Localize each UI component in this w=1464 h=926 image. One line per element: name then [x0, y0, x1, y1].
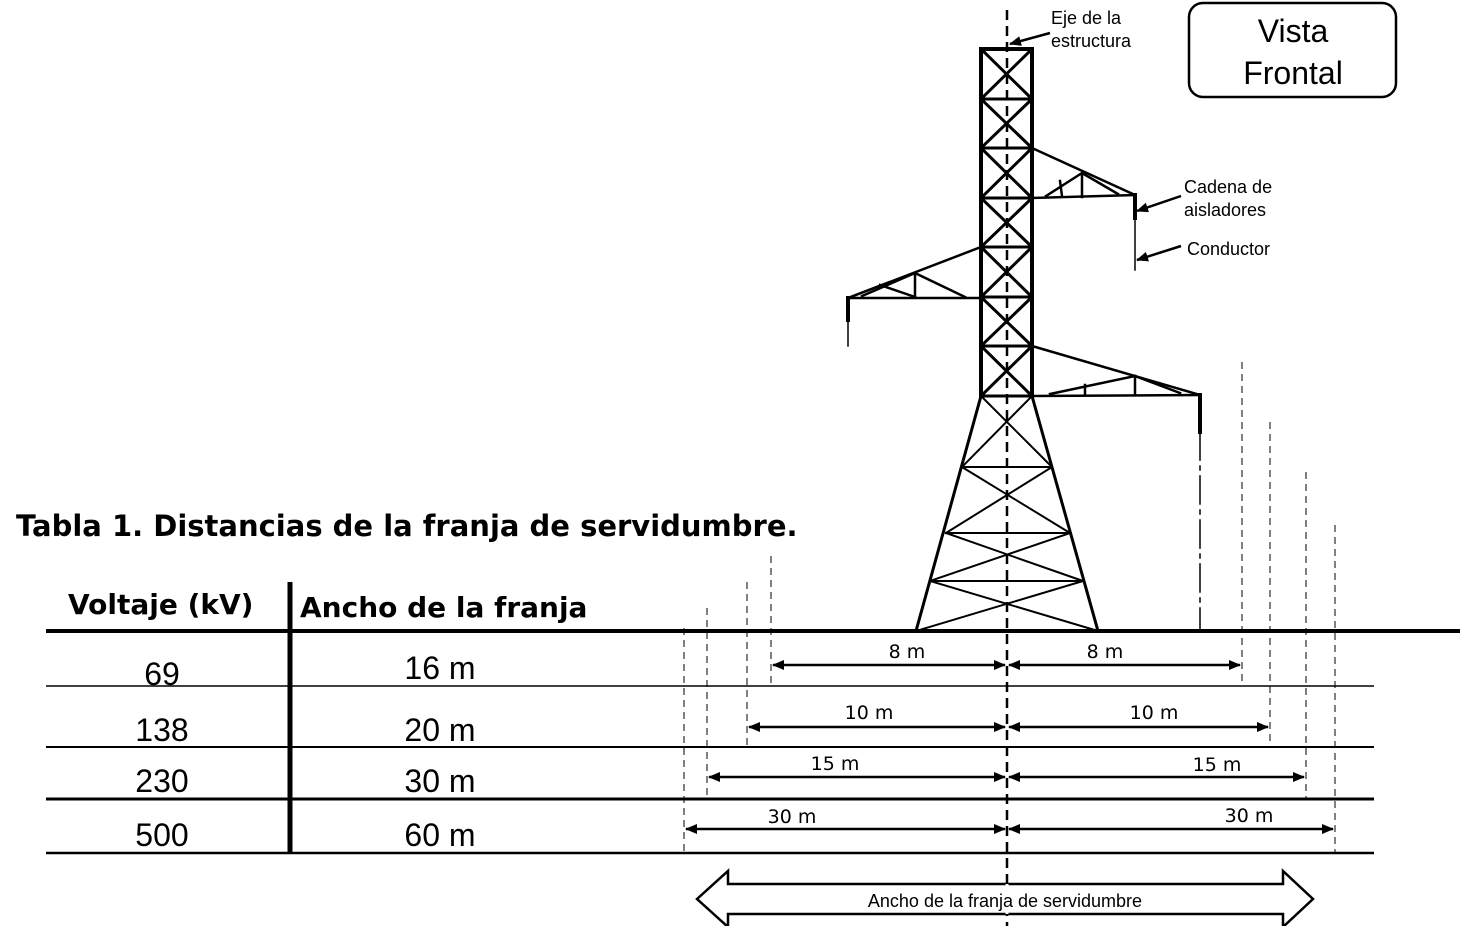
view-label-line: Vista — [1257, 13, 1329, 49]
voltage-cell: 138 — [135, 712, 189, 748]
insulator-label-line: Cadena de — [1184, 177, 1273, 197]
voltage-cell: 69 — [144, 656, 180, 692]
conductor-label: Conductor — [1187, 239, 1271, 259]
voltage-cell: 230 — [135, 763, 189, 799]
transmission-tower — [848, 49, 1200, 631]
dimension-label: 10 m — [844, 702, 894, 724]
dimension-label: 15 m — [1192, 754, 1242, 776]
view-label-line: Frontal — [1243, 55, 1343, 91]
width-cell: 30 m — [404, 763, 476, 799]
header-voltage: Voltaje (kV) — [68, 588, 254, 621]
dimension-label: 30 m — [767, 806, 817, 828]
dimension-label: 10 m — [1129, 702, 1179, 724]
strip-width-arrow — [697, 871, 1313, 926]
conductor-pointer-arrow — [1137, 246, 1181, 260]
strip-width-label: Ancho de la franja de servidumbre — [867, 891, 1143, 911]
voltage-cell: 500 — [135, 817, 189, 853]
callouts — [1010, 8, 1272, 260]
table — [16, 509, 1460, 854]
dimension-label: 15 m — [810, 753, 860, 775]
dimension-label: 8 m — [888, 641, 926, 663]
table-title: Tabla 1. Distancias de la franja de servidumbre. — [16, 509, 798, 543]
axis-label-line: estructura — [1051, 31, 1132, 51]
width-cell: 20 m — [404, 712, 476, 748]
extent-guides — [684, 362, 1335, 853]
header-width: Ancho de la franja — [300, 591, 588, 624]
dimension-label: 30 m — [1224, 805, 1274, 827]
axis-label-line: Eje de la — [1051, 8, 1122, 28]
width-cell: 16 m — [404, 650, 476, 686]
dimension-label: 8 m — [1086, 641, 1124, 663]
axis-pointer-arrow — [1010, 33, 1050, 44]
view-label-box — [1189, 3, 1396, 97]
insulator-pointer-arrow — [1137, 196, 1181, 211]
insulator-label-line: aisladores — [1184, 200, 1267, 220]
width-cell: 60 m — [404, 817, 476, 853]
